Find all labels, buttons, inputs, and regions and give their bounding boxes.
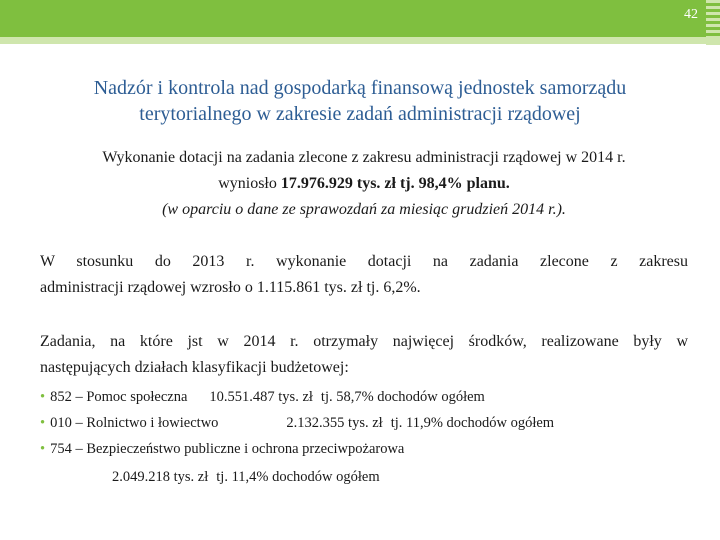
title-line-1: Nadzór i kontrola nad gospodarką finansową jednostek samorządu	[93, 77, 627, 99]
header-bar	[0, 0, 720, 37]
list-item	[40, 384, 700, 410]
bullet-amount: 2.132.355 tys. zł	[286, 415, 383, 431]
list-item	[40, 436, 700, 462]
tasks-line-2: następujących działach klasyfikacji budżetowej:	[40, 359, 349, 376]
title-line-2: terytorialnego w zakresie zadań administracji rządowej	[139, 103, 581, 125]
bullet-share: tj. 11,9% dochodów ogółem	[390, 415, 555, 431]
paragraph-tasks	[40, 329, 688, 381]
list-item	[40, 410, 700, 436]
execution-line-2	[40, 171, 688, 197]
bullet-share: tj. 58,7% dochodów ogółem	[320, 389, 485, 405]
page-number: 42	[684, 7, 698, 22]
bullet-amount: 10.551.487 tys. zł	[209, 389, 313, 405]
bullet-label: 010 – Rolnictwo i łowiectwo	[50, 415, 219, 431]
comparison-line-1: W stosunku do 2013 r. wykonanie dotacji na zadania zlecone z zakresu	[40, 253, 688, 270]
list-item-continuation	[40, 462, 700, 492]
bullet-list	[40, 384, 700, 492]
bullet-icon: •	[40, 441, 46, 457]
execution-line-1: Wykonanie dotacji na zadania zlecone z zakresu administracji rządowej w 2014 r.	[102, 149, 626, 166]
bullet-icon: •	[40, 389, 46, 405]
execution-amount: 17.976.929 tys. zł tj. 98,4% planu.	[280, 175, 510, 192]
bullet-label: 852 – Pomoc społeczna	[50, 389, 188, 405]
execution-source-note: (w oparciu o dane ze sprawozdań za miesiąc grudzień 2014 r.).	[162, 201, 566, 218]
tasks-line-1: Zadania, na które jst w 2014 r. otrzymały najwięcej środków, realizowane były w	[40, 333, 688, 350]
bullet-amount: 2.049.218 tys. zł	[112, 469, 209, 485]
bullet-share: tj. 11,4% dochodów ogółem	[216, 469, 380, 485]
paragraph-comparison	[40, 249, 688, 301]
bullet-icon: •	[40, 415, 46, 431]
paragraph-execution	[40, 145, 688, 223]
header-band	[0, 37, 720, 44]
corner-stripes	[706, 0, 720, 50]
bullet-label: 754 – Bezpieczeństwo publiczne i ochrona przeciwpożarowa	[50, 441, 405, 457]
execution-prefix: wyniosło	[218, 175, 277, 192]
slide-title	[20, 75, 700, 127]
comparison-line-2: administracji rządowej wzrosło o 1.115.861 tys. zł tj. 6,2%.	[40, 279, 421, 296]
